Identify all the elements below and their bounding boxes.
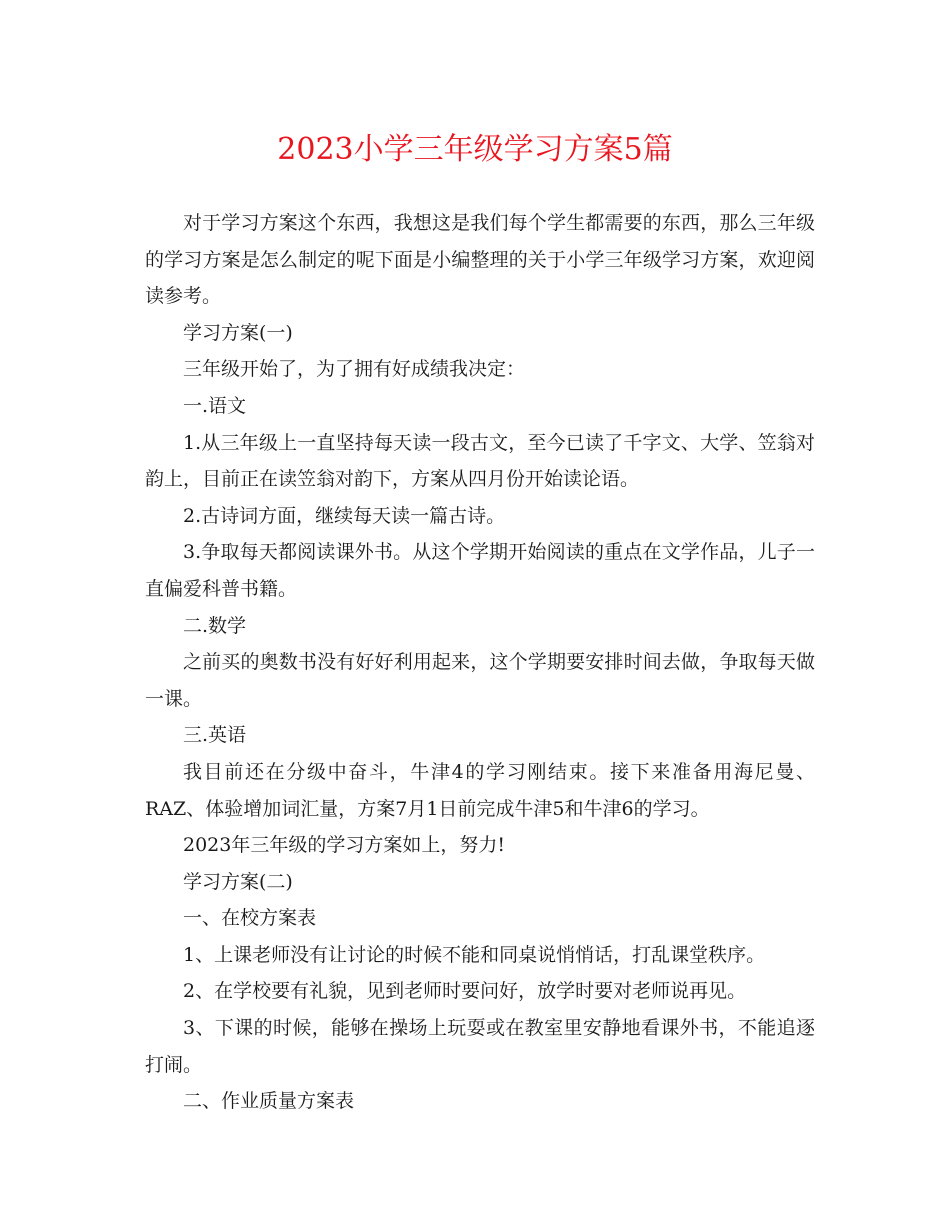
list-item: 3、下课的时候，能够在操场上玩耍或在教室里安静地看课外书，不能追逐打闹。 [145, 1017, 815, 1076]
paragraph: 之前买的奥数书没有好好利用起来，这个学期要安排时间去做，争取每天做一课。 [145, 651, 815, 710]
list-item: 3.争取每天都阅读课外书。从这个学期开始阅读的重点在文学作品，儿子一直偏爱科普书籍。 [145, 541, 815, 600]
subheading-math: 二.数学 [183, 614, 247, 637]
intro-paragraph: 对于学习方案这个东西，我想这是我们每个学生都需要的东西，那么三年级的学习方案是怎么制定的呢下面是小编整理的关于小学三年级学习方案，欢迎阅读参考。 [145, 212, 815, 308]
list-item: 2.古诗词方面，继续每天读一篇古诗。 [183, 504, 506, 527]
section-heading-plan-1: 学习方案(一) [183, 321, 293, 344]
list-item: 2、在学校要有礼貌，见到老师时要问好，放学时要对老师说再见。 [183, 980, 747, 1003]
list-item: 1.从三年级上一直坚持每天读一段古文，至今已读了千字文、大学、笠翁对韵上，目前正在读笠翁对韵下，方案从四月份开始读论语。 [145, 431, 815, 491]
list-item: 1、上课老师没有让讨论的时候不能和同桌说悄悄话，打乱课堂秩序。 [183, 943, 766, 966]
subheading-chinese: 一.语文 [183, 394, 247, 417]
document-body [145, 205, 815, 1120]
subheading-homework-plan: 二、作业质量方案表 [183, 1090, 355, 1113]
paragraph: 2023年三年级的学习方案如上，努力! [183, 834, 505, 857]
paragraph: 我目前还在分级中奋斗，牛津4的学习刚结束。接下来准备用海尼曼、RAZ、体验增加词汇量，方案7月1日前完成牛津5和牛津6的学习。 [145, 760, 815, 820]
subheading-english: 三.英语 [183, 724, 247, 747]
subheading-school-plan: 一、在校方案表 [183, 907, 317, 930]
document-title: 2023小学三年级学习方案5篇 [277, 132, 673, 167]
section-heading-plan-2: 学习方案(二) [183, 870, 293, 893]
paragraph: 三年级开始了，为了拥有好成绩我决定： [183, 358, 526, 381]
